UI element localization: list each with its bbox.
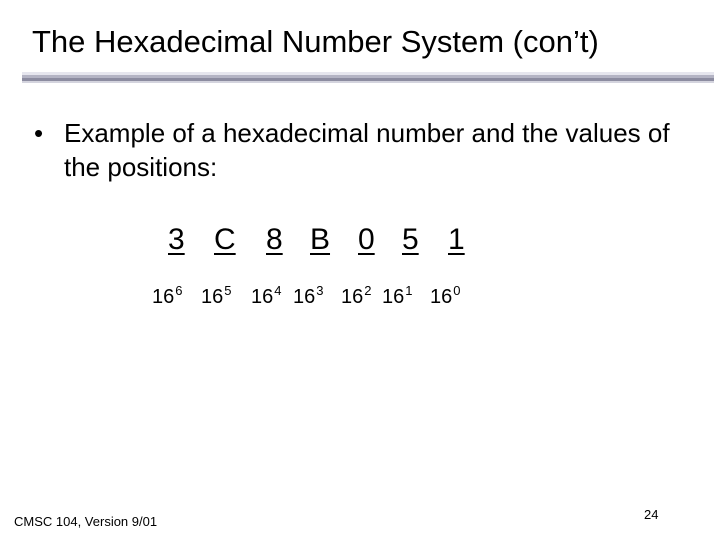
bullet-point [34, 116, 694, 184]
hex-digit: 0 [358, 223, 375, 256]
hex-digit: 8 [266, 223, 283, 256]
position-value [201, 278, 231, 310]
power-exponent: 4 [274, 283, 282, 298]
hex-digit: 3 [168, 223, 185, 256]
power-base: 16 [251, 286, 274, 308]
bullet-marker: • [34, 118, 44, 148]
power-exponent: 6 [175, 283, 183, 298]
slide-title: The Hexadecimal Number System (con’t) [32, 24, 599, 59]
power-base: 16 [341, 286, 364, 308]
footer-course-label: CMSC 104, Version 9/01 [14, 514, 158, 529]
hex-digit: C [214, 223, 236, 256]
position-value [382, 278, 412, 310]
bullet-text: Example of a hexadecimal number and the values of the positions: [64, 118, 670, 182]
power-exponent: 0 [453, 283, 461, 298]
hex-digit: 1 [448, 223, 465, 256]
page-number: 24 [644, 507, 659, 522]
position-value [293, 278, 323, 310]
power-exponent: 1 [405, 283, 413, 298]
power-base: 16 [293, 286, 316, 308]
power-base: 16 [201, 286, 224, 308]
power-base: 16 [430, 286, 453, 308]
position-value [152, 278, 182, 310]
power-exponent: 5 [224, 283, 232, 298]
power-exponent: 2 [364, 283, 372, 298]
position-value [430, 278, 460, 310]
position-value [341, 278, 371, 310]
title-divider [22, 72, 714, 83]
power-exponent: 3 [316, 283, 324, 298]
hex-digit: 5 [402, 223, 419, 256]
power-base: 16 [382, 286, 405, 308]
position-value [251, 278, 281, 310]
hex-digit: B [310, 223, 331, 256]
power-base: 16 [152, 286, 175, 308]
